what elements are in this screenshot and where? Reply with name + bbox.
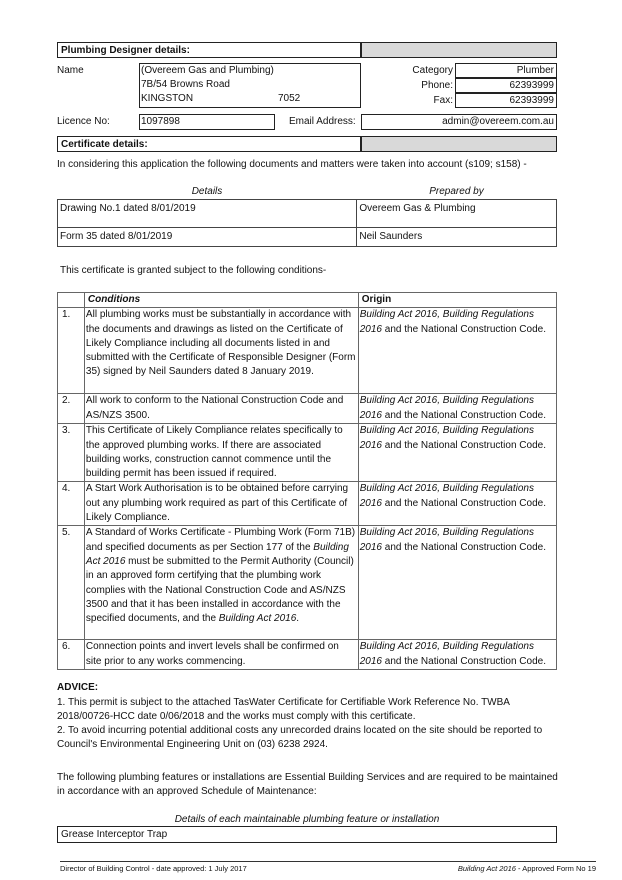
origin-header: Origin <box>358 293 556 308</box>
condition-number: 5. <box>58 526 85 640</box>
num-header <box>58 293 85 308</box>
table-row <box>58 200 557 228</box>
condition-number: 1. <box>58 308 85 394</box>
condition-text: A Standard of Works Certificate - Plumbing Work (Form 71B) and specified documents as per Section 177 of the Building Act 2016 must be submitted to the Permit Authority (Council) in an approved form certifying that the plumbing work complies with the National Construction Code and AS/NZS 3500 and that it has been installed in accordance with the specified documents, and the Building Act 2016. <box>84 526 358 640</box>
condition-text: All work to conform to the National Construction Code and AS/NZS 3500. <box>84 394 358 424</box>
certificate-heading: Certificate details: <box>57 136 361 152</box>
category-value: Plumber <box>455 63 557 78</box>
condition-text: This Certificate of Likely Compliance relates specifically to the approved plumbing works. If there are associated building works, construction cannot commence until the building permit has been issued if required. <box>84 424 358 482</box>
suburb: KINGSTON <box>141 93 194 104</box>
condition-text: Connection points and invert levels shall be confirmed on site prior to any works commencing. <box>84 640 358 670</box>
category-label: Category <box>412 65 453 76</box>
condition-number: 2. <box>58 394 85 424</box>
conditions-header-row <box>58 293 557 308</box>
licence-label: Licence No: <box>57 116 110 127</box>
condition-origin: Building Act 2016, Building Regulations 2016 and the National Construction Code. <box>358 394 556 424</box>
prepared-header: Prepared by <box>429 186 484 197</box>
conditions-header: Conditions <box>84 293 358 308</box>
condition-origin: Building Act 2016, Building Regulations 2016 and the National Construction Code. <box>358 424 556 482</box>
advice-item-1: 1. This permit is subject to the attached TasWater Certificate for Certifiable Work Reference No. TWBA 2018/00726-HCC date 0/06/2018 and the works must comply with this certificate. <box>57 697 510 722</box>
essential-header: Details of each maintainable plumbing feature or installation <box>174 814 440 825</box>
condition-text: A Start Work Authorisation is to be obtained before carrying out any plumbing work required as part of this Certificate of Likely Compliance. <box>84 482 358 526</box>
document-prepared: Neil Saunders <box>357 228 557 247</box>
table-row <box>58 394 557 424</box>
footer-left: Director of Building Control - date approved: 1 July 2017 <box>60 864 247 873</box>
email-label: Email Address: <box>289 116 356 127</box>
heading-shade <box>361 42 557 58</box>
name-label: Name <box>57 65 84 76</box>
licence-value: 1097898 <box>139 114 275 130</box>
footer-rule <box>60 861 596 862</box>
certificate-heading-shade <box>361 136 557 152</box>
condition-origin: Building Act 2016, Building Regulations 2016 and the National Construction Code. <box>358 640 556 670</box>
fax-value: 62393999 <box>455 93 557 108</box>
condition-text: All plumbing works must be substantially in accordance with the documents and drawings as listed on the Certificate of Likely Compliance including all documents listed in and submitted with the Certificate of Responsible Designer (Form 35) signed by Neil Saunders dated 8 January 2019. <box>84 308 358 394</box>
table-row <box>58 228 557 247</box>
documents-table <box>57 199 557 247</box>
document-details: Drawing No.1 dated 8/01/2019 <box>58 200 357 228</box>
condition-origin: Building Act 2016, Building Regulations 2016 and the National Construction Code. <box>358 526 556 640</box>
essential-text: The following plumbing features or installations are Essential Building Services and are required to be maintained in accordance with an approved Schedule of Maintenance: <box>57 772 558 797</box>
document-prepared: Overeem Gas & Plumbing <box>357 200 557 228</box>
fax-label: Fax: <box>433 95 453 106</box>
details-header: Details <box>191 186 223 197</box>
condition-number: 4. <box>58 482 85 526</box>
phone-label: Phone: <box>421 80 453 91</box>
address-line-1: 7B/54 Browns Road <box>141 79 230 90</box>
granted-text: This certificate is granted subject to the following conditions- <box>60 265 327 276</box>
condition-number: 6. <box>58 640 85 670</box>
essential-item: Grease Interceptor Trap <box>57 826 557 843</box>
condition-origin: Building Act 2016, Building Regulations 2016 and the National Construction Code. <box>358 308 556 394</box>
footer-right: Building Act 2016 - Approved Form No 19 <box>457 864 596 873</box>
email-value: admin@overeem.com.au <box>361 114 557 130</box>
table-row <box>58 424 557 482</box>
advice-heading: ADVICE: <box>57 682 99 693</box>
table-row <box>58 482 557 526</box>
address-box <box>139 63 361 108</box>
designer-heading: Plumbing Designer details: <box>57 42 361 58</box>
phone-value: 62393999 <box>455 78 557 93</box>
designer-name: (Overeem Gas and Plumbing) <box>141 65 274 76</box>
table-row <box>58 640 557 670</box>
condition-number: 3. <box>58 424 85 482</box>
document-details: Form 35 dated 8/01/2019 <box>58 228 357 247</box>
table-row <box>58 526 557 640</box>
certificate-intro: In considering this application the following documents and matters were taken into account (s109; s158) - <box>57 159 527 170</box>
table-row <box>58 308 557 394</box>
postcode: 7052 <box>278 93 301 104</box>
advice-item-2: 2. To avoid incurring potential additional costs any unrecorded drains located on the site should be reported to Council's Environmental Engineering Unit on (03) 6238 2924. <box>57 725 543 750</box>
conditions-table <box>57 292 557 670</box>
condition-origin: Building Act 2016, Building Regulations 2016 and the National Construction Code. <box>358 482 556 526</box>
